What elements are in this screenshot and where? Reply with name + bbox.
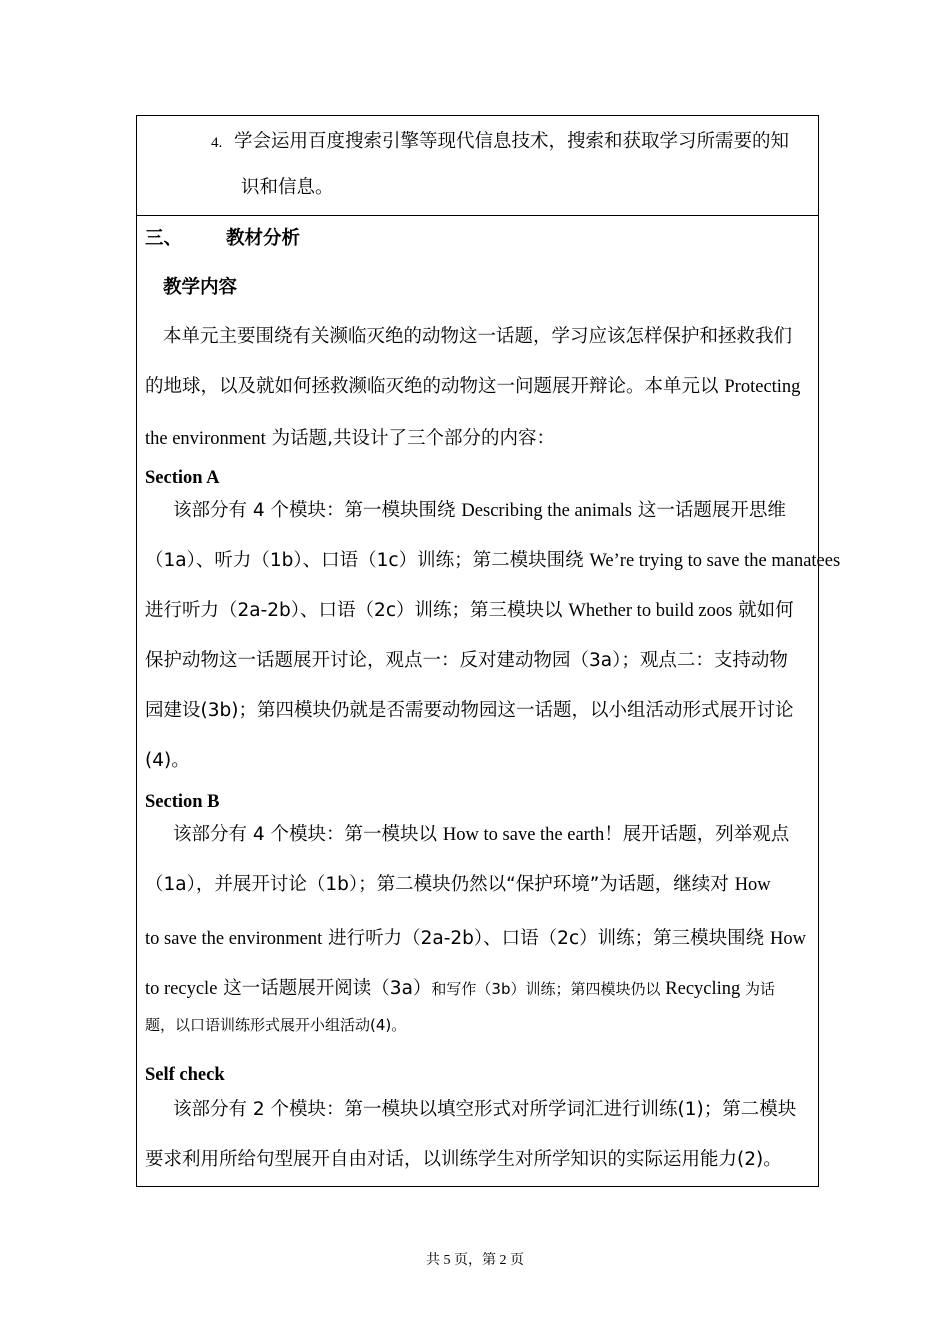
section-b-line-2: （1a），并展开讨论（1b）；第二模块仍然以“保护环境”为话题，继续对 How xyxy=(145,874,771,895)
section-b-title: Section B xyxy=(145,792,220,812)
section-a-line-4: 保护动物这一话题展开讨论，观点一：反对建动物园（3a）；观点二：支持动物 xyxy=(145,650,788,671)
self-check-line-1: 该部分有 2 个模块：第一模块以填空形式对所学词汇进行训练(1)；第二模块 xyxy=(173,1099,797,1120)
item-text: 学会运用百度搜索引擎等现代信息技术，搜索和获取学习所需要的知 xyxy=(234,131,790,152)
sub-heading: 教学内容 xyxy=(163,277,238,298)
section-b-line-4: to recycle 这一话题展开阅读（3a）和写作（3b）训练；第四模块仍以 Recycling 为话 xyxy=(145,978,776,999)
section-b-line-1: 该部分有 4 个模块：第一模块以 How to save the earth！展开话题，列举观点 xyxy=(173,824,790,845)
self-check-line-2: 要求利用所给句型展开自由对话，以训练学生对所学知识的实际运用能力(2)。 xyxy=(145,1149,782,1170)
objective-item-4 xyxy=(211,129,812,156)
section-a-line-2: （1a）、听力（1b）、口语（1c）训练；第二模块围绕 We’re trying to save the manatees xyxy=(145,550,841,571)
section-b-line-3: to save the environment 进行听力（2a-2b）、口语（2c）训练；第三模块围绕 How xyxy=(145,928,806,949)
intro-line-2: 的地球，以及就如何拯救濒临灭绝的动物这一问题展开辩论。本单元以 Protecting xyxy=(145,376,801,397)
section-a-line-1: 该部分有 4 个模块：第一模块围绕 Describing the animals 这一话题展开思维 xyxy=(173,500,786,521)
page-footer: 共 5 页，第 2 页 xyxy=(426,1253,524,1268)
intro-line-3: the environment 为话题,共设计了三个部分的内容： xyxy=(145,428,555,449)
section-heading xyxy=(145,226,812,252)
intro-line-1: 本单元主要围绕有关濒临灭绝的动物这一话题，学习应该怎样保护和拯救我们 xyxy=(163,326,793,347)
item-number: 4. xyxy=(211,135,223,151)
section-a-line-5: 园建设(3b)；第四模块仍就是否需要动物园这一话题，以小组活动形式展开讨论 xyxy=(145,700,794,721)
section-a-line-3: 进行听力（2a-2b）、口语（2c）训练；第三模块以 Whether to build zoos 就如何 xyxy=(145,600,794,621)
section-b-line-5: 题，以口语训练形式展开小组活动(4)。 xyxy=(145,1016,407,1034)
objective-item-4-cont: 识和信息。 xyxy=(241,177,334,198)
self-check-title: Self check xyxy=(145,1065,225,1085)
content-table xyxy=(136,115,841,1187)
objectives-cell xyxy=(137,116,818,216)
analysis-cell xyxy=(137,216,841,1186)
section-a-title: Section A xyxy=(145,468,220,488)
section-a-line-6: (4)。 xyxy=(145,750,190,771)
heading-number: 三、 xyxy=(145,228,183,249)
heading-title: 教材分析 xyxy=(226,228,301,249)
